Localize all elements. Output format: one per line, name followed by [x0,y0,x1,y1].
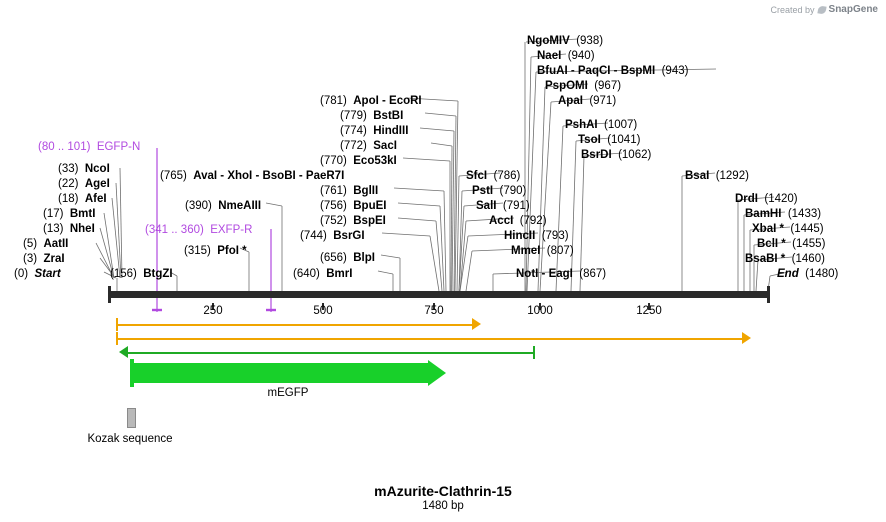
enzyme-name: XbaI * [752,223,784,235]
ruler-tick-label: 1000 [527,305,553,317]
enzyme-position: (80 .. 101) [38,141,91,153]
enzyme-label-hincii[interactable] [504,230,569,242]
enzyme-name: PfoI * [217,245,247,257]
enzyme-label-apai[interactable] [558,95,616,107]
enzyme-position: (0) [14,268,29,280]
enzyme-position: (5) [23,238,38,250]
enzyme-label-zrai[interactable] [23,253,65,265]
enzyme-name: NotI - EagI [516,268,573,280]
enzyme-position: (1455) [792,238,826,250]
enzyme-name: NgoMIV [527,35,570,47]
enzyme-label-ngomiv[interactable] [527,35,603,47]
enzyme-position: (22) [58,178,79,190]
enzyme-label-bstbi[interactable] [340,110,403,122]
enzyme-position: (156) [110,268,137,280]
enzyme-name: BmrI [326,268,353,280]
enzyme-position: (967) [594,80,622,92]
feature-megfp-head [428,360,446,386]
enzyme-label-avai-xhoi-bsobi-paer7i[interactable] [160,170,344,182]
credit-brand: SnapGene [828,4,878,15]
enzyme-name: BsaBI * [745,253,786,265]
enzyme-label-bsai[interactable] [685,170,749,182]
ruler-tick-label: 750 [424,305,444,317]
enzyme-position: (772) [340,140,367,152]
enzyme-label-xbai[interactable] [752,223,824,235]
enzyme-label-egfp-n[interactable] [38,141,140,153]
plasmid-length: 1480 bp [422,500,464,512]
enzyme-position: (1041) [607,134,641,146]
enzyme-label-bpuei[interactable] [320,200,386,212]
enzyme-name: BglII [353,185,379,197]
feature-arrow-orange-1-tail [116,318,118,331]
enzyme-name: ApaI [558,95,583,107]
enzyme-name: BsrGI [333,230,365,242]
enzyme-position: (1420) [764,193,798,205]
feature-arrow-green-thin[interactable] [128,352,534,354]
enzyme-position: (18) [58,193,79,205]
enzyme-label-aatii[interactable] [23,238,68,250]
enzyme-position: (1460) [791,253,825,265]
enzyme-label-bsrdi[interactable] [581,149,651,161]
feature-arrow-orange-2-tail [116,332,118,345]
enzyme-label-tsoi[interactable] [578,134,640,146]
feature-arrow-green-thin-head [119,346,128,358]
enzyme-name: BmtI [69,208,96,220]
enzyme-label-sali[interactable] [476,200,530,212]
enzyme-position: (315) [184,245,211,257]
enzyme-name: BstBI [373,110,404,122]
kozak-sequence-label: Kozak sequence [87,433,173,445]
enzyme-position: (390) [185,200,212,212]
enzyme-label-bmti[interactable] [43,208,95,220]
enzyme-label-mmei[interactable] [511,245,574,257]
enzyme-label-nmeaiii[interactable] [185,200,261,212]
enzyme-position: (1007) [603,119,638,131]
enzyme-position: (792) [519,215,547,227]
snapgene-leaf-icon [817,5,826,14]
enzyme-label-bamhi[interactable] [745,208,821,220]
enzyme-position: (341 .. 360) [145,224,204,236]
enzyme-position: (791) [502,200,530,212]
enzyme-position: (971) [589,95,617,107]
enzyme-position: (790) [499,185,527,197]
enzyme-position: (940) [567,50,595,62]
enzyme-name: SfcI [466,170,488,182]
enzyme-label-blpi[interactable] [320,252,375,264]
enzyme-position: (761) [320,185,347,197]
feature-megfp-body[interactable] [132,363,428,383]
enzyme-name: BpuEI [353,200,387,212]
feature-arrow-orange-1[interactable] [117,324,472,326]
enzyme-label-psti[interactable] [472,185,526,197]
enzyme-name: BsaI [685,170,710,182]
enzyme-name: BlpI [353,252,375,264]
enzyme-position: (786) [493,170,521,182]
enzyme-position: (752) [320,215,347,227]
enzyme-label-afei[interactable] [58,193,107,205]
enzyme-position: (867) [579,268,607,280]
enzyme-label-acci[interactable] [489,215,547,227]
enzyme-label-pshai[interactable] [565,119,637,131]
enzyme-name: EGFP-N [96,141,141,153]
enzyme-name: AatII [43,238,69,250]
enzyme-label-noti-eagi[interactable] [516,268,606,280]
enzyme-label-drdi[interactable] [735,193,798,205]
feature-arrow-orange-2-head [742,332,751,344]
enzyme-name: TsoI [578,134,601,146]
enzyme-name: BfuAI - PaqCI - BspMI [537,65,656,77]
ruler-tick-label: 250 [203,305,223,317]
enzyme-name: NaeI [537,50,562,62]
enzyme-label-ncoi[interactable] [58,163,110,175]
enzyme-position: (744) [300,230,327,242]
enzyme-label-eco53ki[interactable] [320,155,397,167]
enzyme-name: AvaI - XhoI - BsoBI - PaeR7I [193,170,345,182]
enzyme-label-bsabi[interactable] [745,253,825,265]
enzyme-label-bmri[interactable] [293,268,352,280]
enzyme-label-hindiii[interactable] [340,125,408,137]
enzyme-position: (13) [43,223,64,235]
credit-prefix: Created by [770,4,815,15]
feature-arrow-orange-1-head [472,318,481,330]
enzyme-name: Eco53kI [353,155,397,167]
enzyme-name: PstI [472,185,494,197]
enzyme-name: HincII [504,230,536,242]
enzyme-name: BclI * [757,238,786,250]
backbone-start-cap [108,286,111,303]
enzyme-label-exfp-r[interactable] [145,224,252,236]
enzyme-position: (938) [576,35,604,47]
ruler-tick-label: 1250 [636,305,662,317]
enzyme-position: (33) [58,163,79,175]
enzyme-label-naei[interactable] [537,50,595,62]
enzyme-position: (774) [340,125,367,137]
enzyme-label-bspei[interactable] [320,215,386,227]
enzyme-label-pspomi[interactable] [545,80,621,92]
enzyme-name: ZraI [43,253,65,265]
enzyme-label-nhei[interactable] [43,223,95,235]
enzyme-name: HindIII [373,125,409,137]
enzyme-position: (1433) [787,208,822,220]
enzyme-name: AccI [489,215,514,227]
feature-arrow-green-thin-tail [533,346,535,359]
feature-megfp-tail [130,359,134,387]
enzyme-name: SalI [476,200,497,212]
enzyme-label-end[interactable] [777,268,838,280]
kozak-sequence-marker[interactable] [127,408,136,428]
enzyme-name: BtgZI [143,268,173,280]
enzyme-position: (943) [661,65,689,77]
enzyme-label-start[interactable] [14,268,61,280]
enzyme-name: PshAI [565,119,598,131]
ruler-tick-label: 500 [313,305,333,317]
enzyme-label-btgzi[interactable] [110,268,173,280]
enzyme-position: (3) [23,253,38,265]
enzyme-name: EXFP-R [210,224,253,236]
enzyme-name: DrdI [735,193,758,205]
plasmid-backbone [108,291,770,298]
enzyme-name: BspEI [353,215,386,227]
backbone-end-cap [767,286,770,303]
enzyme-name: NmeAIII [218,200,262,212]
enzyme-name: MmeI [511,245,541,257]
enzyme-name: End [777,268,799,280]
enzyme-label-pfoi[interactable] [184,245,247,257]
enzyme-position: (1292) [715,170,749,182]
enzyme-position: (640) [293,268,320,280]
enzyme-name: AfeI [84,193,107,205]
enzyme-position: (756) [320,200,347,212]
enzyme-position: (779) [340,110,367,122]
enzyme-name: SacI [373,140,397,152]
enzyme-position: (1062) [618,149,652,161]
enzyme-position: (770) [320,155,347,167]
enzyme-position: (793) [541,230,569,242]
enzyme-name: NcoI [84,163,110,175]
enzyme-label-bglii[interactable] [320,185,378,197]
enzyme-name: PspOMI [545,80,588,92]
enzyme-position: (1445) [790,223,824,235]
enzyme-label-bcli[interactable] [757,238,825,250]
enzyme-position: (765) [160,170,187,182]
snapgene-credit [771,4,879,15]
plasmid-title: mAzurite-Clathrin-15 [374,483,512,499]
enzyme-position: (656) [320,252,347,264]
enzyme-position: (807) [546,245,574,257]
enzyme-name: ApoI - EcoRI [353,95,422,107]
enzyme-label-sfci[interactable] [466,170,520,182]
enzyme-position: (17) [43,208,64,220]
enzyme-name: BamHI [745,208,782,220]
enzyme-label-agei[interactable] [58,178,110,190]
enzyme-position: (1480) [805,268,839,280]
feature-arrow-orange-2[interactable] [117,338,742,340]
enzyme-name: Start [34,268,61,280]
enzyme-label-bfuai-paqci-bspmi[interactable] [537,65,688,77]
enzyme-position: (781) [320,95,347,107]
enzyme-label-saci[interactable] [340,140,397,152]
enzyme-label-apoi-ecori[interactable] [320,95,422,107]
enzyme-name: AgeI [84,178,110,190]
enzyme-label-bsrgi[interactable] [300,230,365,242]
enzyme-name: NheI [69,223,95,235]
enzyme-name: BsrDI [581,149,612,161]
feature-megfp-label: mEGFP [267,387,309,399]
